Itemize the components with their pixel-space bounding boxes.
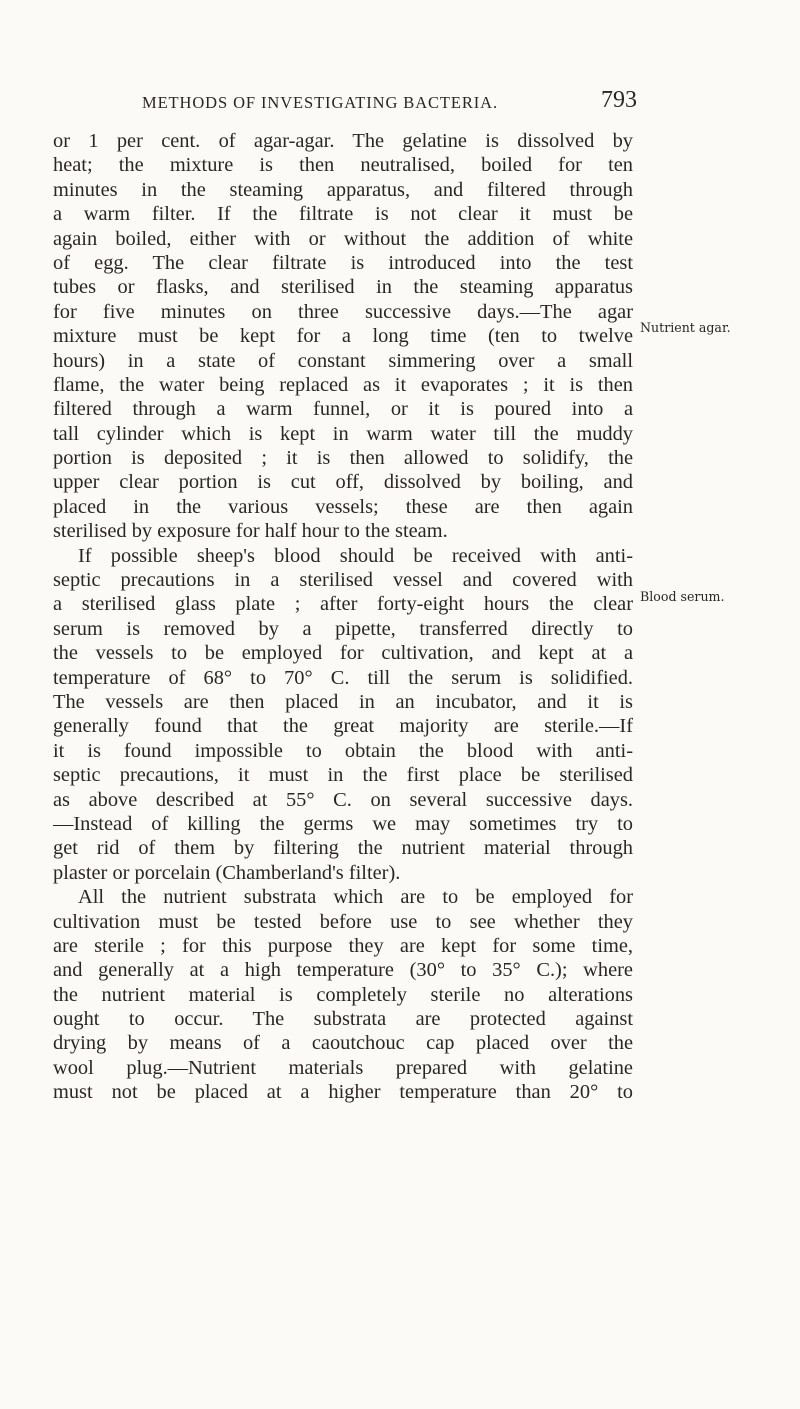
text-line: The vessels are then placed in an incubator, and it is bbox=[53, 690, 633, 713]
text-line: wool plug.—Nutrient materials prepared with gelatine bbox=[53, 1056, 633, 1079]
text-line: tall cylinder which is kept in warm water till the muddy bbox=[53, 422, 633, 445]
text-line: for five minutes on three successive days.—The agar bbox=[53, 300, 633, 323]
text-line: portion is deposited ; it is then allowed to solidify, the bbox=[53, 447, 633, 470]
text-line: a warm filter. If the filtrate is not clear it must be bbox=[53, 203, 633, 226]
text-line: upper clear portion is cut off, dissolved by boiling, and bbox=[53, 471, 633, 494]
text-line: of egg. The clear filtrate is introduced into the test bbox=[53, 251, 633, 274]
running-title: METHODS OF INVESTIGATING BACTERIA. bbox=[142, 93, 499, 112]
margin-note-nutrient-agar: Nutrient agar. bbox=[640, 320, 731, 335]
text-line: hours) in a state of constant simmering over a small bbox=[53, 349, 633, 372]
text-line: If possible sheep's blood should be received with anti- bbox=[78, 544, 633, 567]
page-number: 793 bbox=[601, 87, 637, 113]
text-line: the vessels to be employed for cultivation, and kept at a bbox=[53, 642, 633, 665]
text-line: it is found impossible to obtain the blood with anti- bbox=[53, 739, 633, 762]
text-line: temperature of 68° to 70° C. till the serum is solidified. bbox=[53, 666, 633, 689]
text-line: must not be placed at a higher temperature than 20° to bbox=[53, 1081, 633, 1104]
text-line: septic precautions, it must in the first place be sterilised bbox=[53, 764, 633, 787]
text-line: All the nutrient substrata which are to be employed for bbox=[78, 886, 633, 909]
text-line: plaster or porcelain (Chamberland's filter). bbox=[53, 861, 401, 884]
text-line: as above described at 55° C. on several successive days. bbox=[53, 788, 633, 811]
text-line: —Instead of killing the germs we may sometimes try to bbox=[53, 812, 633, 835]
text-line: flame, the water being replaced as it evaporates ; it is then bbox=[53, 373, 633, 396]
text-line: sterilised by exposure for half hour to the steam. bbox=[53, 520, 448, 543]
running-head bbox=[142, 87, 637, 120]
text-line: or 1 per cent. of agar-agar. The gelatine is dissolved by bbox=[53, 130, 633, 152]
text-line: minutes in the steaming apparatus, and filtered through bbox=[53, 178, 633, 201]
body-text bbox=[53, 129, 633, 1105]
text-line: filtered through a warm funnel, or it is poured into a bbox=[53, 398, 633, 421]
margin-note-blood-serum: Blood serum. bbox=[640, 589, 725, 604]
text-line: drying by means of a caoutchouc cap placed over the bbox=[53, 1032, 633, 1055]
text-line: the nutrient material is completely sterile no alterations bbox=[53, 983, 633, 1006]
text-line: mixture must be kept for a long time (ten to twelve bbox=[53, 325, 633, 348]
text-line: septic precautions in a sterilised vessel and covered with bbox=[53, 569, 633, 592]
text-line: serum is removed by a pipette, transferred directly to bbox=[53, 617, 633, 640]
text-line: get rid of them by filtering the nutrient material through bbox=[53, 837, 633, 860]
text-line: and generally at a high temperature (30° to 35° C.); where bbox=[53, 959, 633, 982]
text-line: ought to occur. The substrata are protected against bbox=[53, 1008, 633, 1031]
text-line: a sterilised glass plate ; after forty-eight hours the clear bbox=[53, 593, 633, 616]
text-line: are sterile ; for this purpose they are kept for some time, bbox=[53, 934, 633, 957]
text-line: tubes or flasks, and sterilised in the steaming apparatus bbox=[53, 276, 633, 299]
text-line: placed in the various vessels; these are then again bbox=[53, 495, 633, 518]
text-line: again boiled, either with or without the addition of white bbox=[53, 227, 633, 250]
text-line: cultivation must be tested before use to see whether they bbox=[53, 910, 633, 933]
text-line: generally found that the great majority are sterile.—If bbox=[53, 715, 633, 738]
text-line: heat; the mixture is then neutralised, boiled for ten bbox=[53, 154, 633, 177]
